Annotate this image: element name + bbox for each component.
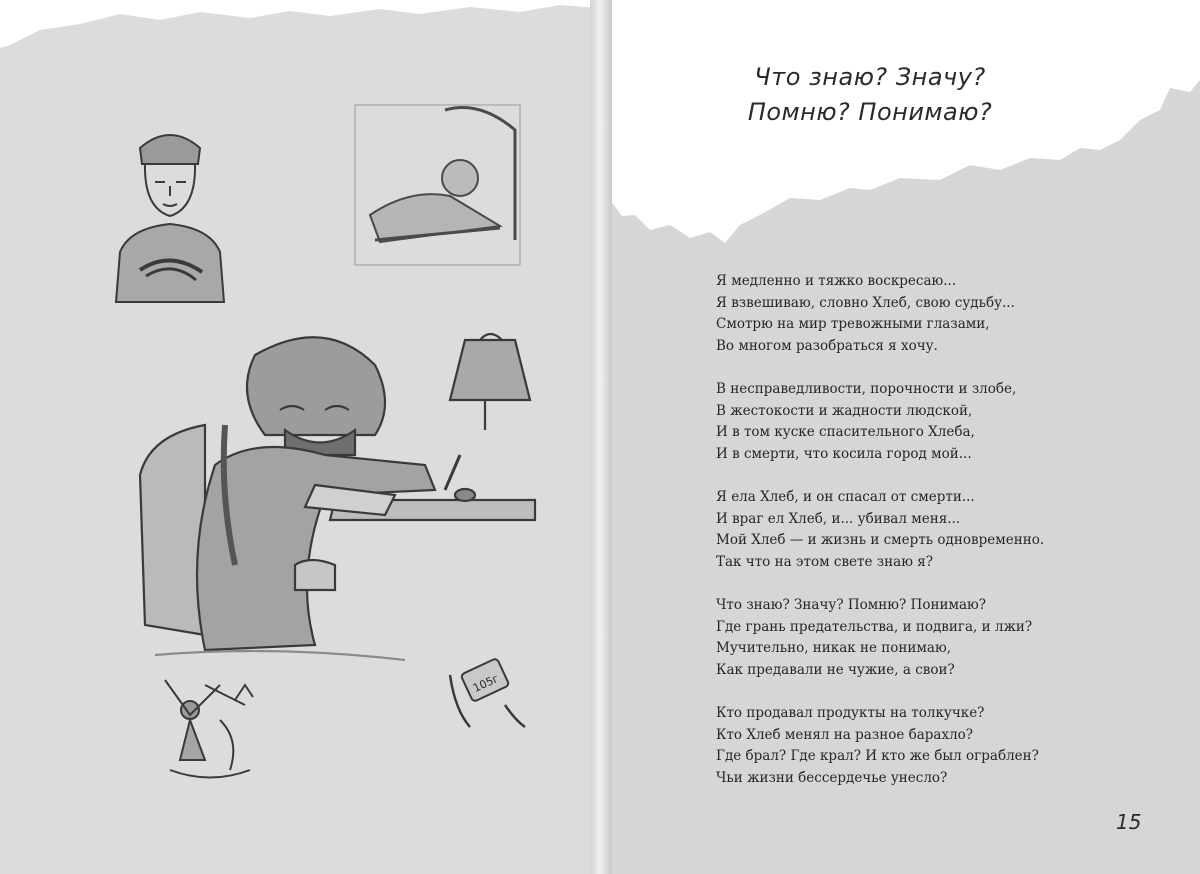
poem-line: Во многом разобраться я хочу. bbox=[716, 337, 938, 354]
poem-line: Смотрю на мир тревожными глазами, bbox=[716, 316, 990, 332]
poem-line: И в смерти, что косила город мой... bbox=[716, 445, 972, 462]
poem-line: Кто продавал продукты на толкучке? bbox=[716, 705, 985, 721]
poem-line: Как предавали не чужие, а свои? bbox=[716, 661, 955, 678]
poem-line: Где брал? Где крал? И кто же был ограблен? bbox=[716, 748, 1039, 764]
book-gutter bbox=[590, 0, 612, 874]
girl-at-desk-drawing bbox=[125, 315, 545, 675]
stanza bbox=[716, 271, 1136, 357]
heading-line-1: Что знаю? Значу? bbox=[754, 63, 986, 91]
poem-line: Я ела Хлеб, и он спасал от смерти... bbox=[716, 489, 975, 505]
poem-line: Мучительно, никак не понимаю, bbox=[716, 640, 951, 656]
stanza bbox=[716, 487, 1136, 573]
poem-line: В несправедливости, порочности и злобе, bbox=[716, 381, 1017, 397]
stanza bbox=[716, 703, 1136, 789]
poem-body bbox=[716, 271, 1136, 811]
poem-line: Чьи жизни бессердечье унесло? bbox=[716, 769, 948, 786]
poem-line: Где грань предательства, и подвига, и лжи? bbox=[716, 618, 1033, 635]
poem-heading bbox=[690, 60, 1050, 130]
hands-with-ration-card-drawing bbox=[445, 655, 535, 735]
poem-line: Что знаю? Значу? Помню? Понимаю? bbox=[716, 597, 986, 613]
child-in-bed-drawing bbox=[350, 100, 530, 270]
ration-card-label: 105г bbox=[471, 671, 501, 695]
poem-line: Так что на этом свете знаю я? bbox=[716, 553, 933, 570]
poem-line: Мой Хлеб — и жизнь и смерть одновременно. bbox=[716, 532, 1045, 548]
poem-line: В жестокости и жадности людской, bbox=[716, 402, 973, 419]
page-number: 15 bbox=[1116, 810, 1142, 834]
poem-line: Я взвешиваю, словно Хлеб, свою судьбу... bbox=[716, 294, 1015, 311]
stanza bbox=[716, 379, 1136, 465]
heading-line-2: Помню? Понимаю? bbox=[747, 98, 993, 126]
poem-line: Кто Хлеб менял на разное барахло? bbox=[716, 726, 974, 743]
poem-line: И в том куске спасительного Хлеба, bbox=[716, 424, 975, 440]
stanza bbox=[716, 595, 1136, 681]
scattered-figures-drawing bbox=[150, 660, 270, 790]
woman-with-bread-drawing bbox=[100, 120, 240, 320]
poem-line: Я медленно и тяжко воскресаю... bbox=[716, 273, 957, 289]
poem-line: И враг ел Хлеб, и... убивал меня... bbox=[716, 510, 961, 527]
